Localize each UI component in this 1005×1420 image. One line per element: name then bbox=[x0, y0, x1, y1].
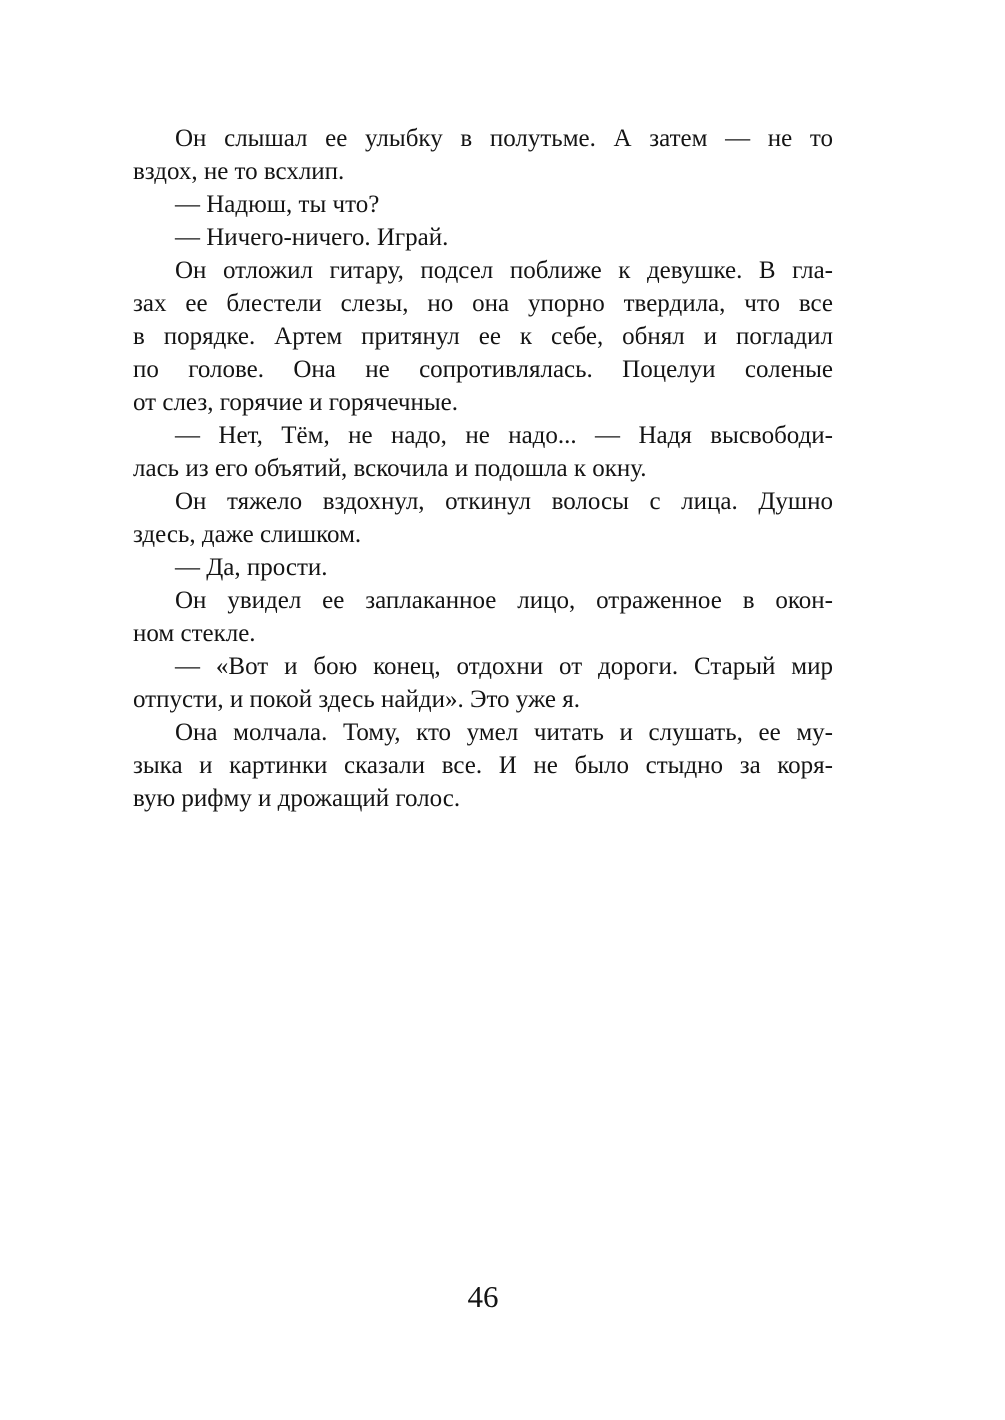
paragraph bbox=[133, 188, 833, 221]
text-line: Он отложил гитару, подсел поближе к девушке. В гла- bbox=[175, 257, 833, 284]
text-line: по голове. Она не сопротивлялась. Поцелуи соленые bbox=[133, 356, 833, 383]
paragraph bbox=[133, 254, 833, 419]
text-line: Она молчала. Тому, кто умел читать и слушать, ее му- bbox=[175, 719, 833, 746]
text-line: — Надюш, ты что? bbox=[175, 191, 380, 218]
page-number: 46 bbox=[467, 1279, 499, 1314]
paragraph bbox=[133, 551, 833, 584]
text-line: Он слышал ее улыбку в полутьме. А затем — не то bbox=[175, 125, 833, 152]
paragraph bbox=[133, 485, 833, 551]
text-line: отпусти, и покой здесь найди». Это уже я. bbox=[133, 686, 581, 713]
text-line: — Нет, Тём, не надо, не надо... — Надя высвободи- bbox=[175, 422, 833, 449]
text-line: — Ничего-ничего. Играй. bbox=[175, 224, 449, 251]
text-line: в порядке. Артем притянул ее к себе, обнял и погладил bbox=[133, 323, 833, 350]
page-text bbox=[133, 122, 833, 815]
text-line: от слез, горячие и горячечные. bbox=[133, 389, 459, 416]
text-line: вздох, не то всхлип. bbox=[133, 158, 345, 185]
paragraph bbox=[133, 716, 833, 815]
paragraph bbox=[133, 122, 833, 188]
text-line: — Да, прости. bbox=[175, 554, 328, 581]
paragraph bbox=[133, 221, 833, 254]
text-line: лась из его объятий, вскочила и подошла к окну. bbox=[133, 455, 647, 482]
text-line: Он тяжело вздохнул, откинул волосы с лица. Душно bbox=[175, 488, 833, 515]
text-line: здесь, даже слишком. bbox=[133, 521, 362, 548]
text-line: вую рифму и дрожащий голос. bbox=[133, 785, 461, 812]
text-line: — «Вот и бою конец, отдохни от дороги. Старый мир bbox=[175, 653, 833, 680]
text-line: зах ее блестели слезы, но она упорно твердила, что все bbox=[133, 290, 833, 317]
paragraph bbox=[133, 584, 833, 650]
text-line: ном стекле. bbox=[133, 620, 256, 647]
paragraph bbox=[133, 650, 833, 716]
text-line: зыка и картинки сказали все. И не было стыдно за коря- bbox=[133, 752, 833, 779]
text-line: Он увидел ее заплаканное лицо, отраженное в окон- bbox=[175, 587, 833, 614]
paragraph bbox=[133, 419, 833, 485]
